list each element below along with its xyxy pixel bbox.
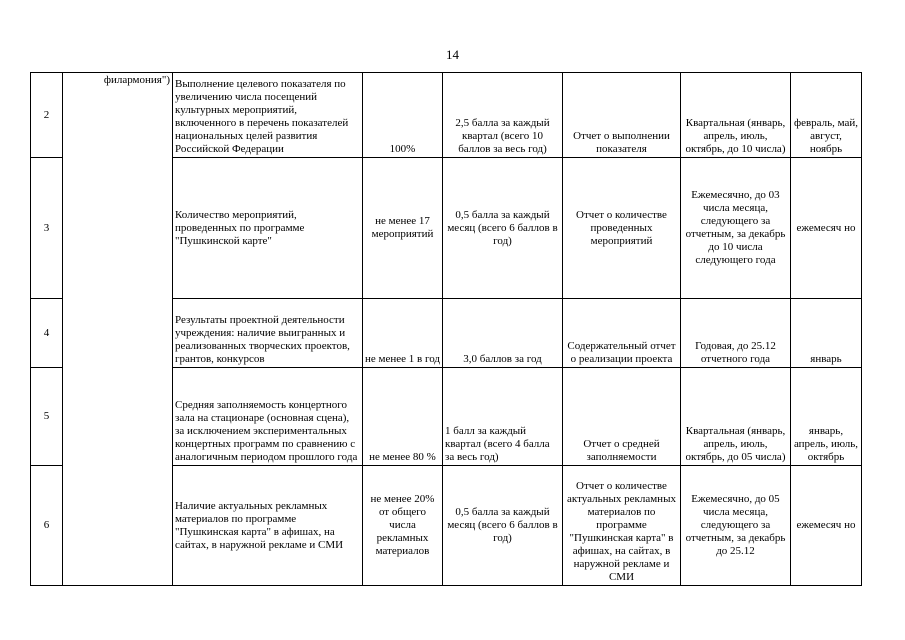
score-value: 1 балл за каждый квартал (всего 4 балла за весь год) bbox=[443, 368, 563, 466]
report-form: Отчет о количестве актуальных рекламных материалов по программе "Пушкинская карта" в афишах, на сайтах, в наружной рекламе и СМИ bbox=[563, 466, 681, 586]
score-value: 0,5 балла за каждый месяц (всего 6 баллов в год) bbox=[443, 466, 563, 586]
indicator-name: Средняя заполняемость концертного зала на стационаре (основная сцена), за исключением экспериментальных концертных программ по сравнению с аналогичным периодом прошлого года bbox=[173, 368, 363, 466]
criteria-table bbox=[30, 72, 862, 586]
report-form: Отчет о количестве проведенных мероприятий bbox=[563, 158, 681, 299]
periodicity: Квартальная (январь, апрель, июль, октябрь, до 05 числа) bbox=[681, 368, 791, 466]
score-value: 0,5 балла за каждый месяц (всего 6 баллов в год) bbox=[443, 158, 563, 299]
score-value: 2,5 балла за каждый квартал (всего 10 баллов за весь год) bbox=[443, 73, 563, 158]
row-number: 2 bbox=[31, 73, 63, 158]
report-form: Отчет о средней заполняемости bbox=[563, 368, 681, 466]
indicator-name: Количество мероприятий, проведенных по программе "Пушкинской карте" bbox=[173, 158, 363, 299]
report-form: Отчет о выполнении показателя bbox=[563, 73, 681, 158]
payment-months: январь, апрель, июль, октябрь bbox=[791, 368, 862, 466]
target-value: не менее 1 в год bbox=[363, 299, 443, 368]
row-number: 6 bbox=[31, 466, 63, 586]
periodicity: Квартальная (январь, апрель, июль, октябрь, до 10 числа) bbox=[681, 73, 791, 158]
payment-months: ежемесяч но bbox=[791, 466, 862, 586]
periodicity: Годовая, до 25.12 отчетного года bbox=[681, 299, 791, 368]
periodicity: Ежемесячно, до 05 числа месяца, следующего за отчетным, за декабрь до 25.12 bbox=[681, 466, 791, 586]
row-number: 4 bbox=[31, 299, 63, 368]
payment-months: ежемесяч но bbox=[791, 158, 862, 299]
indicator-name: Результаты проектной деятельности учреждения: наличие выигранных и реализованных творческих проектов, грантов, конкурсов bbox=[173, 299, 363, 368]
indicator-name: Наличие актуальных рекламных материалов по программе "Пушкинская карта" в афишах, на сайтах, в наружной рекламе и СМИ bbox=[173, 466, 363, 586]
table-row bbox=[31, 73, 862, 158]
organization-cell: филармония") bbox=[63, 73, 173, 586]
target-value: не менее 20% от общего числа рекламных материалов bbox=[363, 466, 443, 586]
indicator-name: Выполнение целевого показателя по увеличению числа посещений культурных мероприятий, включенного в перечень показателей национальных целей развития Российской Федерации bbox=[173, 73, 363, 158]
payment-months: январь bbox=[791, 299, 862, 368]
report-form: Содержательный отчет о реализации проекта bbox=[563, 299, 681, 368]
row-number: 3 bbox=[31, 158, 63, 299]
payment-months: февраль, май, август, ноябрь bbox=[791, 73, 862, 158]
target-value: не менее 80 % bbox=[363, 368, 443, 466]
score-value: 3,0 баллов за год bbox=[443, 299, 563, 368]
periodicity: Ежемесячно, до 03 числа месяца, следующего за отчетным, за декабрь до 10 числа следующего года bbox=[681, 158, 791, 299]
row-number: 5 bbox=[31, 368, 63, 466]
page-number: 14 bbox=[446, 47, 459, 62]
target-value: 100% bbox=[363, 73, 443, 158]
target-value: не менее 17 мероприятий bbox=[363, 158, 443, 299]
